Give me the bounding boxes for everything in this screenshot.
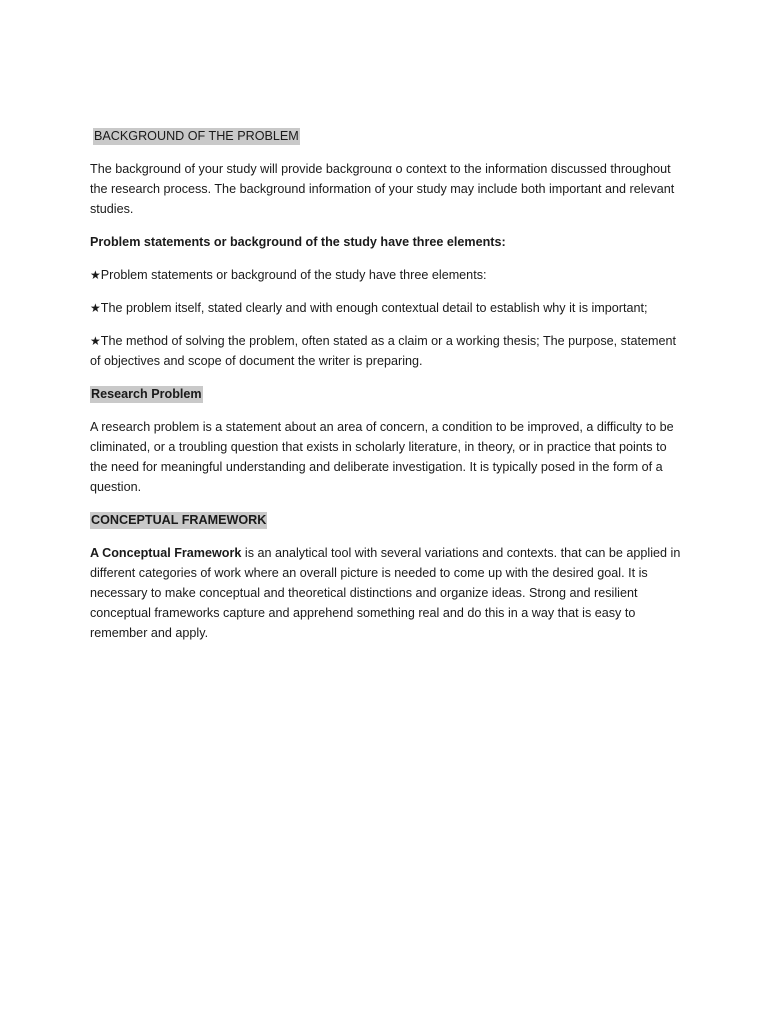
list-item — [90, 265, 682, 285]
paragraph-conceptual-framework — [90, 543, 682, 643]
document-page — [90, 126, 682, 643]
paragraph-research-problem: A research problem is a statement about an area of concern, a condition to be improved, a difficulty to be climinated, or a troubling question that exists in scholarly literature, in theory, or in practice that points to the need for meaningful understanding and deliberate investigation. It is typically posed in the form of a question. — [90, 420, 674, 494]
list-item-text: The problem itself, stated clearly and with enough contextual detail to establish why it is important; — [100, 301, 648, 315]
heading-research-problem: Research Problem — [91, 387, 202, 401]
elements-title: Problem statements or background of the study have three elements: — [90, 235, 506, 249]
heading-conceptual-framework: CONCEPTUAL FRAMEWORK — [91, 513, 267, 527]
list-item-text: The method of solving the problem, often stated as a claim or a working thesis; The purpose, statement of objectives and scope of document the writer is preparing. — [90, 334, 676, 368]
section-background — [90, 126, 682, 371]
conceptual-framework-text: is an analytical tool with several variations and contexts. that can be applied in different categories of work where an overall picture is needed to come up with the desired goal. It is necessary to make conceptual and theoretical distinctions and organize ideas. Strong and resilient conceptual frameworks capture and apprehend something real and do this in a way that is easy to remember and apply. — [90, 546, 681, 640]
section-research-problem — [90, 384, 682, 497]
star-bullet-icon: ★ — [90, 268, 101, 282]
section-conceptual-framework — [90, 510, 682, 643]
star-bullet-icon: ★ — [90, 334, 101, 348]
list-item — [90, 298, 682, 318]
paragraph-background: The background of your study will provide backgrounα o context to the information discussed throughout the research process. The background information of your study may include both important and relevant studies. — [90, 162, 675, 216]
conceptual-framework-term: A Conceptual Framework — [90, 546, 242, 560]
heading-background-of-the-problem: BACKGROUND OF THE PROBLEM — [94, 129, 299, 143]
star-bullet-icon: ★ — [90, 301, 101, 315]
list-item-text: Problem statements or background of the study have three elements: — [100, 268, 487, 282]
list-item — [90, 331, 682, 371]
